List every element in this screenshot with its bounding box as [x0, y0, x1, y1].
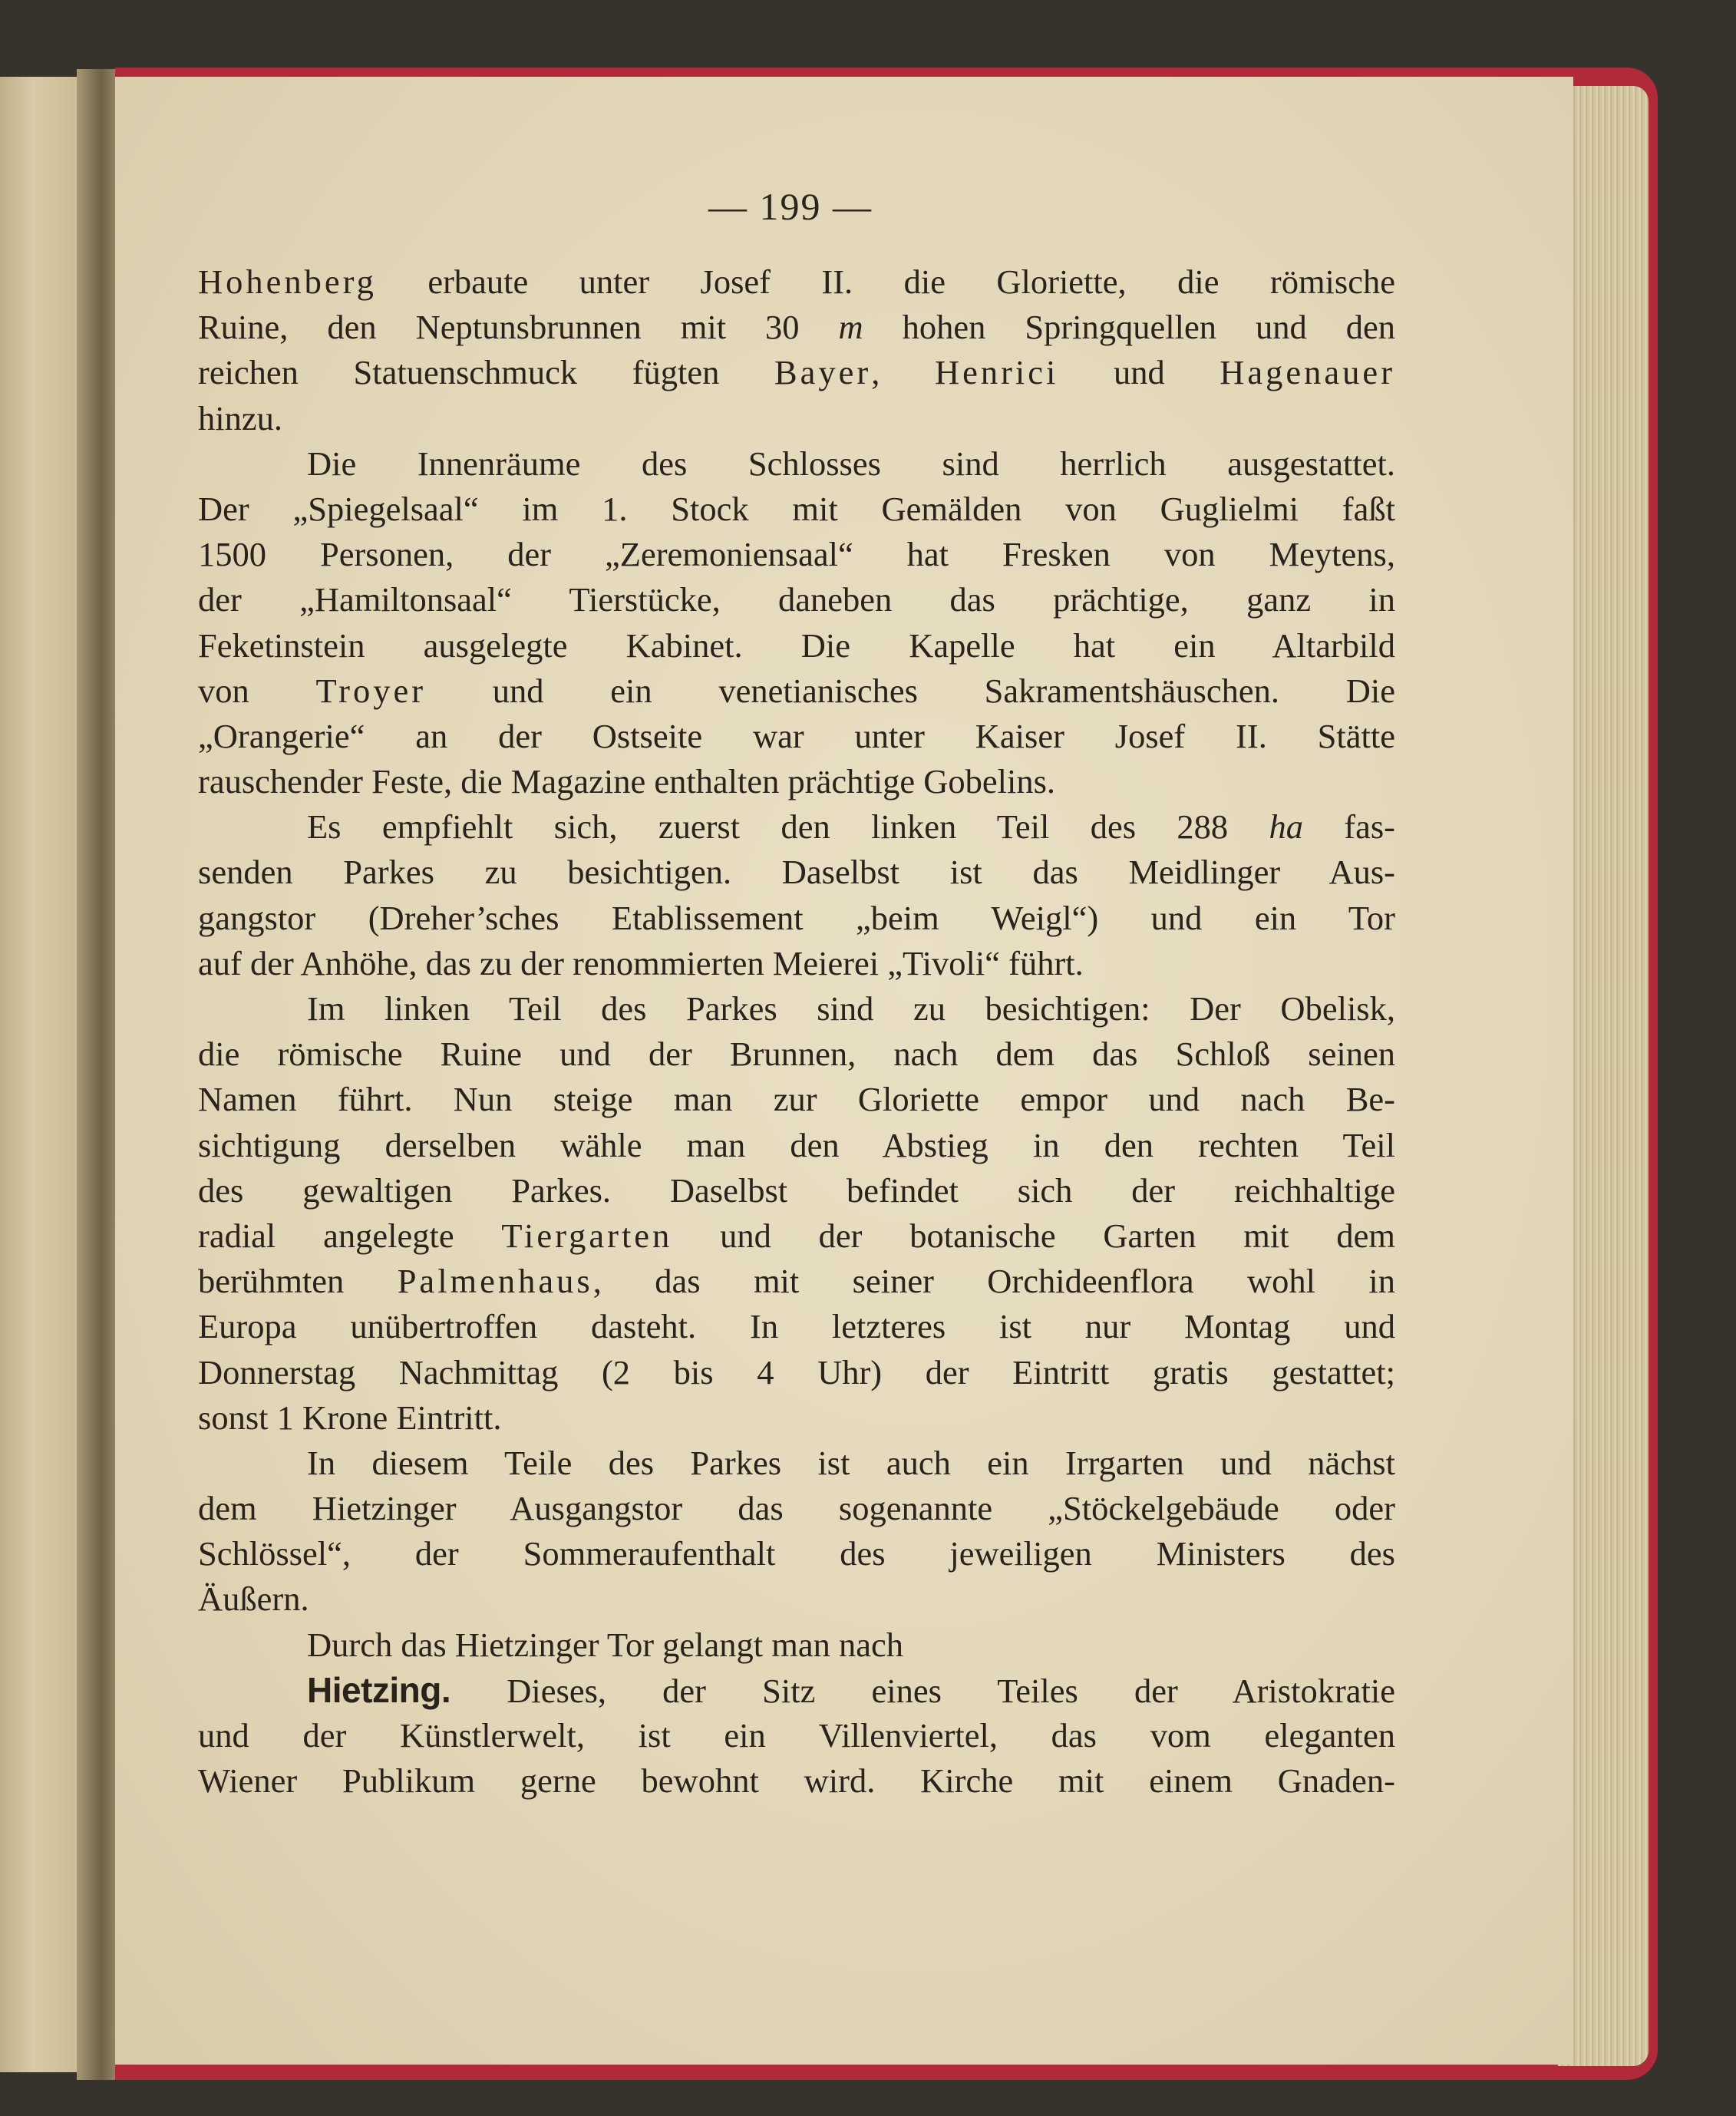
text-run: der „Hamiltonsaal“ Tierstücke, daneben das prächtige, ganz in — [198, 580, 1395, 619]
text-line — [198, 1123, 1395, 1168]
text-line — [198, 1032, 1395, 1077]
text-run: Europa unübertroffen dasteht. In letzteres ist nur Montag und — [198, 1307, 1395, 1346]
spaced-name: Tiergarten — [501, 1216, 673, 1255]
text-run: Durch das Hietzinger Tor gelangt man nach — [307, 1625, 904, 1664]
text-run: Schlössel“, der Sommeraufenthalt des jeweiligen Ministers des — [198, 1534, 1395, 1573]
text-line — [198, 986, 1395, 1032]
text-line — [198, 1576, 1395, 1622]
text-run: „Orangerie“ an der Ostseite war unter Kaiser Josef II. Stätte — [198, 716, 1395, 755]
text-line — [198, 714, 1395, 759]
text-run: erbaute unter Josef II. die Gloriette, die römische — [376, 262, 1395, 301]
text-run: 1500 Personen, der „Zeremoniensaal“ hat Fresken von Meytens, — [198, 535, 1395, 574]
text-run: Der „Spiegelsaal“ im 1. Stock mit Gemälden von Guglielmi faßt — [198, 489, 1395, 528]
text-run: radial angelegte — [198, 1216, 502, 1255]
text-run: des gewaltigen Parkes. Daselbst befindet sich der reichhaltige — [198, 1170, 1395, 1210]
text-run: von — [198, 671, 316, 710]
text-run: die römische Ruine und der Brunnen, nach dem das Schloß seinen — [198, 1035, 1395, 1074]
text-run: reichen Statuenschmuck fügten — [198, 353, 774, 392]
text-line — [198, 1077, 1395, 1122]
text-run: Namen führt. Nun steige man zur Gloriette empor und nach Be- — [198, 1080, 1395, 1119]
text-run: Feketinstein ausgelegte Kabinet. Die Kapelle hat ein Altarbild — [198, 626, 1395, 665]
page-number: — 199 — — [708, 185, 873, 228]
text-line — [198, 441, 1395, 487]
text-line — [198, 1486, 1395, 1531]
spaced-name: Henrici — [934, 353, 1059, 392]
text-run: Ruine, den Neptunsbrunnen mit 30 — [198, 308, 839, 347]
section-heading: Hietzing. — [307, 1669, 451, 1710]
text-line — [198, 1168, 1395, 1213]
text-run: und der botanische Garten mit dem — [672, 1216, 1395, 1255]
text-run: gangstor (Dreher’sches Etablissement „beim Weigl“) und ein Tor — [198, 898, 1395, 937]
text-line — [198, 1531, 1395, 1576]
text-line — [198, 1758, 1395, 1804]
text-line — [198, 1713, 1395, 1758]
text-line — [198, 896, 1395, 941]
text-run: und — [1058, 353, 1220, 392]
text-line — [198, 487, 1395, 532]
text-run: Donnerstag Nachmittag (2 bis 4 Uhr) der Eintritt gratis gestattet; — [198, 1352, 1395, 1391]
text-run: sichtigung derselben wähle man den Abstieg in den rechten Teil — [198, 1125, 1395, 1164]
text-line — [198, 668, 1395, 714]
text-line — [198, 941, 1395, 986]
text-line — [198, 1213, 1395, 1259]
spaced-name: Hohenberg — [198, 262, 377, 301]
text-run: senden Parkes zu besichtigen. Daselbst ist das Meidlinger Aus- — [198, 853, 1395, 892]
text-run: Dieses, der Sitz eines Teiles der Aristokratie — [451, 1671, 1395, 1710]
text-line — [198, 1304, 1395, 1349]
text-run: Äußern. — [198, 1580, 309, 1619]
text-run: fas- — [1302, 807, 1395, 847]
text-line — [198, 804, 1395, 850]
text-line — [198, 850, 1395, 895]
text-run: hohen Springquellen und den — [863, 308, 1395, 347]
text-run: In diesem Teile des Parkes ist auch ein Irrgarten und nächst — [307, 1443, 1395, 1482]
facing-page-edge — [0, 77, 84, 2072]
text-line — [198, 350, 1395, 395]
body-text — [198, 259, 1395, 1804]
text-line — [198, 305, 1395, 350]
text-run: und der Künstlerwelt, ist ein Villenviertel, das vom eleganten — [198, 1716, 1395, 1755]
text-line — [198, 1395, 1395, 1441]
text-line — [198, 396, 1395, 441]
text-run: Es empfiehlt sich, zuerst den linken Teil des 288 — [307, 807, 1269, 847]
text-line — [198, 532, 1395, 577]
text-line — [198, 1622, 1395, 1668]
text-run: Die Innenräume des Schlosses sind herrlich ausgestattet. — [307, 444, 1395, 483]
text-line — [198, 1668, 1395, 1713]
text-run: rauschender Feste, die Magazine enthalten prächtige Gobelins. — [198, 762, 1056, 801]
text-line — [198, 1350, 1395, 1395]
text-line — [198, 759, 1395, 804]
text-line — [198, 1259, 1395, 1304]
text-run: Wiener Publikum gerne bewohnt wird. Kirche mit einem Gnaden- — [198, 1761, 1395, 1801]
text-run: , — [871, 353, 935, 392]
text-line — [198, 623, 1395, 668]
text-run: dem Hietzinger Ausgangstor das sogenannte „Stöckelgebäude oder — [198, 1489, 1395, 1528]
text-run: und ein venetianisches Sakramentshäuschen. Die — [426, 671, 1395, 710]
spaced-name: Bayer — [774, 353, 872, 392]
spaced-name: Hagenauer — [1219, 353, 1396, 392]
text-run: , das mit seiner Orchideenflora wohl in — [592, 1262, 1395, 1301]
text-run: berühmten — [198, 1262, 398, 1301]
text-run: sonst 1 Krone Eintritt. — [198, 1398, 502, 1437]
text-line — [198, 259, 1395, 305]
text-line — [198, 1441, 1395, 1486]
text-run: hinzu. — [198, 398, 282, 437]
text-line — [198, 577, 1395, 622]
text-run: Im linken Teil des Parkes sind zu besichtigen: Der Obelisk, — [307, 989, 1395, 1028]
unit-italic: m — [838, 308, 863, 347]
spaced-name: Troyer — [315, 671, 427, 710]
unit-italic: ha — [1269, 807, 1303, 847]
text-run: auf der Anhöhe, das zu der renommierten Meierei „Tivoli“ führt. — [198, 943, 1084, 982]
spaced-name: Palmenhaus — [397, 1262, 593, 1301]
